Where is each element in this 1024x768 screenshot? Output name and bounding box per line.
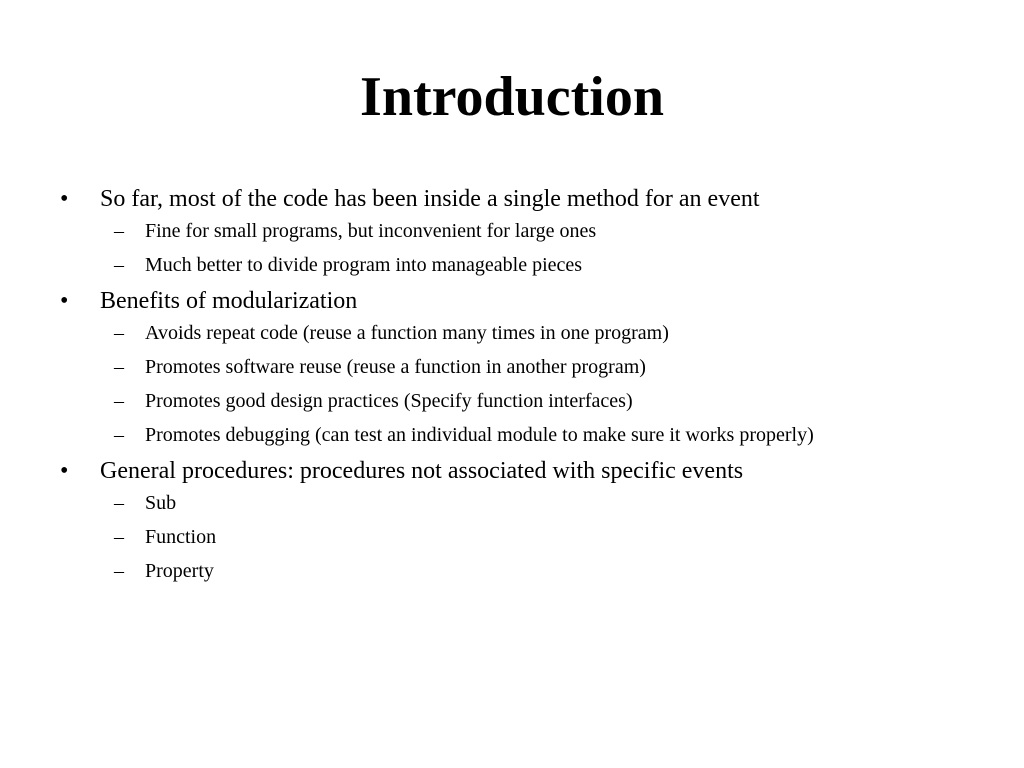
sub-bullet-marker: – bbox=[114, 322, 124, 344]
sub-bullet-item bbox=[100, 388, 936, 414]
sub-bullet-text: Function bbox=[145, 526, 217, 548]
sub-bullet-text: Fine for small programs, but inconvenient for large ones bbox=[145, 220, 597, 242]
sub-bullet-item bbox=[100, 320, 936, 346]
bullet-marker: • bbox=[60, 186, 69, 212]
sub-bullet-item bbox=[100, 558, 936, 584]
sub-bullet-marker: – bbox=[114, 492, 124, 514]
sub-bullet-item bbox=[100, 218, 936, 244]
sub-bullet-marker: – bbox=[114, 220, 124, 242]
bullet-text: So far, most of the code has been inside a single method for an event bbox=[100, 186, 760, 212]
bullet-marker: • bbox=[60, 288, 69, 314]
sub-bullet-marker: – bbox=[114, 356, 124, 378]
sub-bullet-list bbox=[100, 490, 936, 584]
bullet-item bbox=[56, 184, 936, 278]
sub-bullet-marker: – bbox=[114, 424, 124, 446]
sub-bullet-marker: – bbox=[114, 526, 124, 548]
bullet-marker: • bbox=[60, 458, 69, 484]
sub-bullet-text: Avoids repeat code (reuse a function many times in one program) bbox=[145, 322, 669, 344]
bullet-text: General procedures: procedures not associated with specific events bbox=[100, 458, 744, 484]
bullet-list bbox=[56, 184, 936, 592]
bullet-item bbox=[56, 286, 936, 448]
sub-bullet-text: Much better to divide program into manageable pieces bbox=[145, 254, 583, 276]
sub-bullet-text: Promotes software reuse (reuse a function in another program) bbox=[145, 356, 646, 378]
bullet-text: Benefits of modularization bbox=[100, 288, 358, 314]
slide-title: Introduction bbox=[360, 66, 664, 128]
sub-bullet-text: Promotes debugging (can test an individual module to make sure it works properly) bbox=[145, 424, 814, 446]
sub-bullet-item bbox=[100, 422, 936, 448]
sub-bullet-marker: – bbox=[114, 560, 124, 582]
sub-bullet-list bbox=[100, 320, 936, 448]
sub-bullet-marker: – bbox=[114, 254, 124, 276]
sub-bullet-item bbox=[100, 490, 936, 516]
sub-bullet-marker: – bbox=[114, 390, 124, 412]
sub-bullet-text: Promotes good design practices (Specify function interfaces) bbox=[145, 390, 633, 412]
sub-bullet-text: Property bbox=[145, 560, 214, 582]
sub-bullet-item bbox=[100, 524, 936, 550]
sub-bullet-item bbox=[100, 252, 936, 278]
sub-bullet-item bbox=[100, 354, 936, 380]
sub-bullet-text: Sub bbox=[145, 492, 177, 514]
bullet-item bbox=[56, 456, 936, 584]
sub-bullet-list bbox=[100, 218, 936, 278]
